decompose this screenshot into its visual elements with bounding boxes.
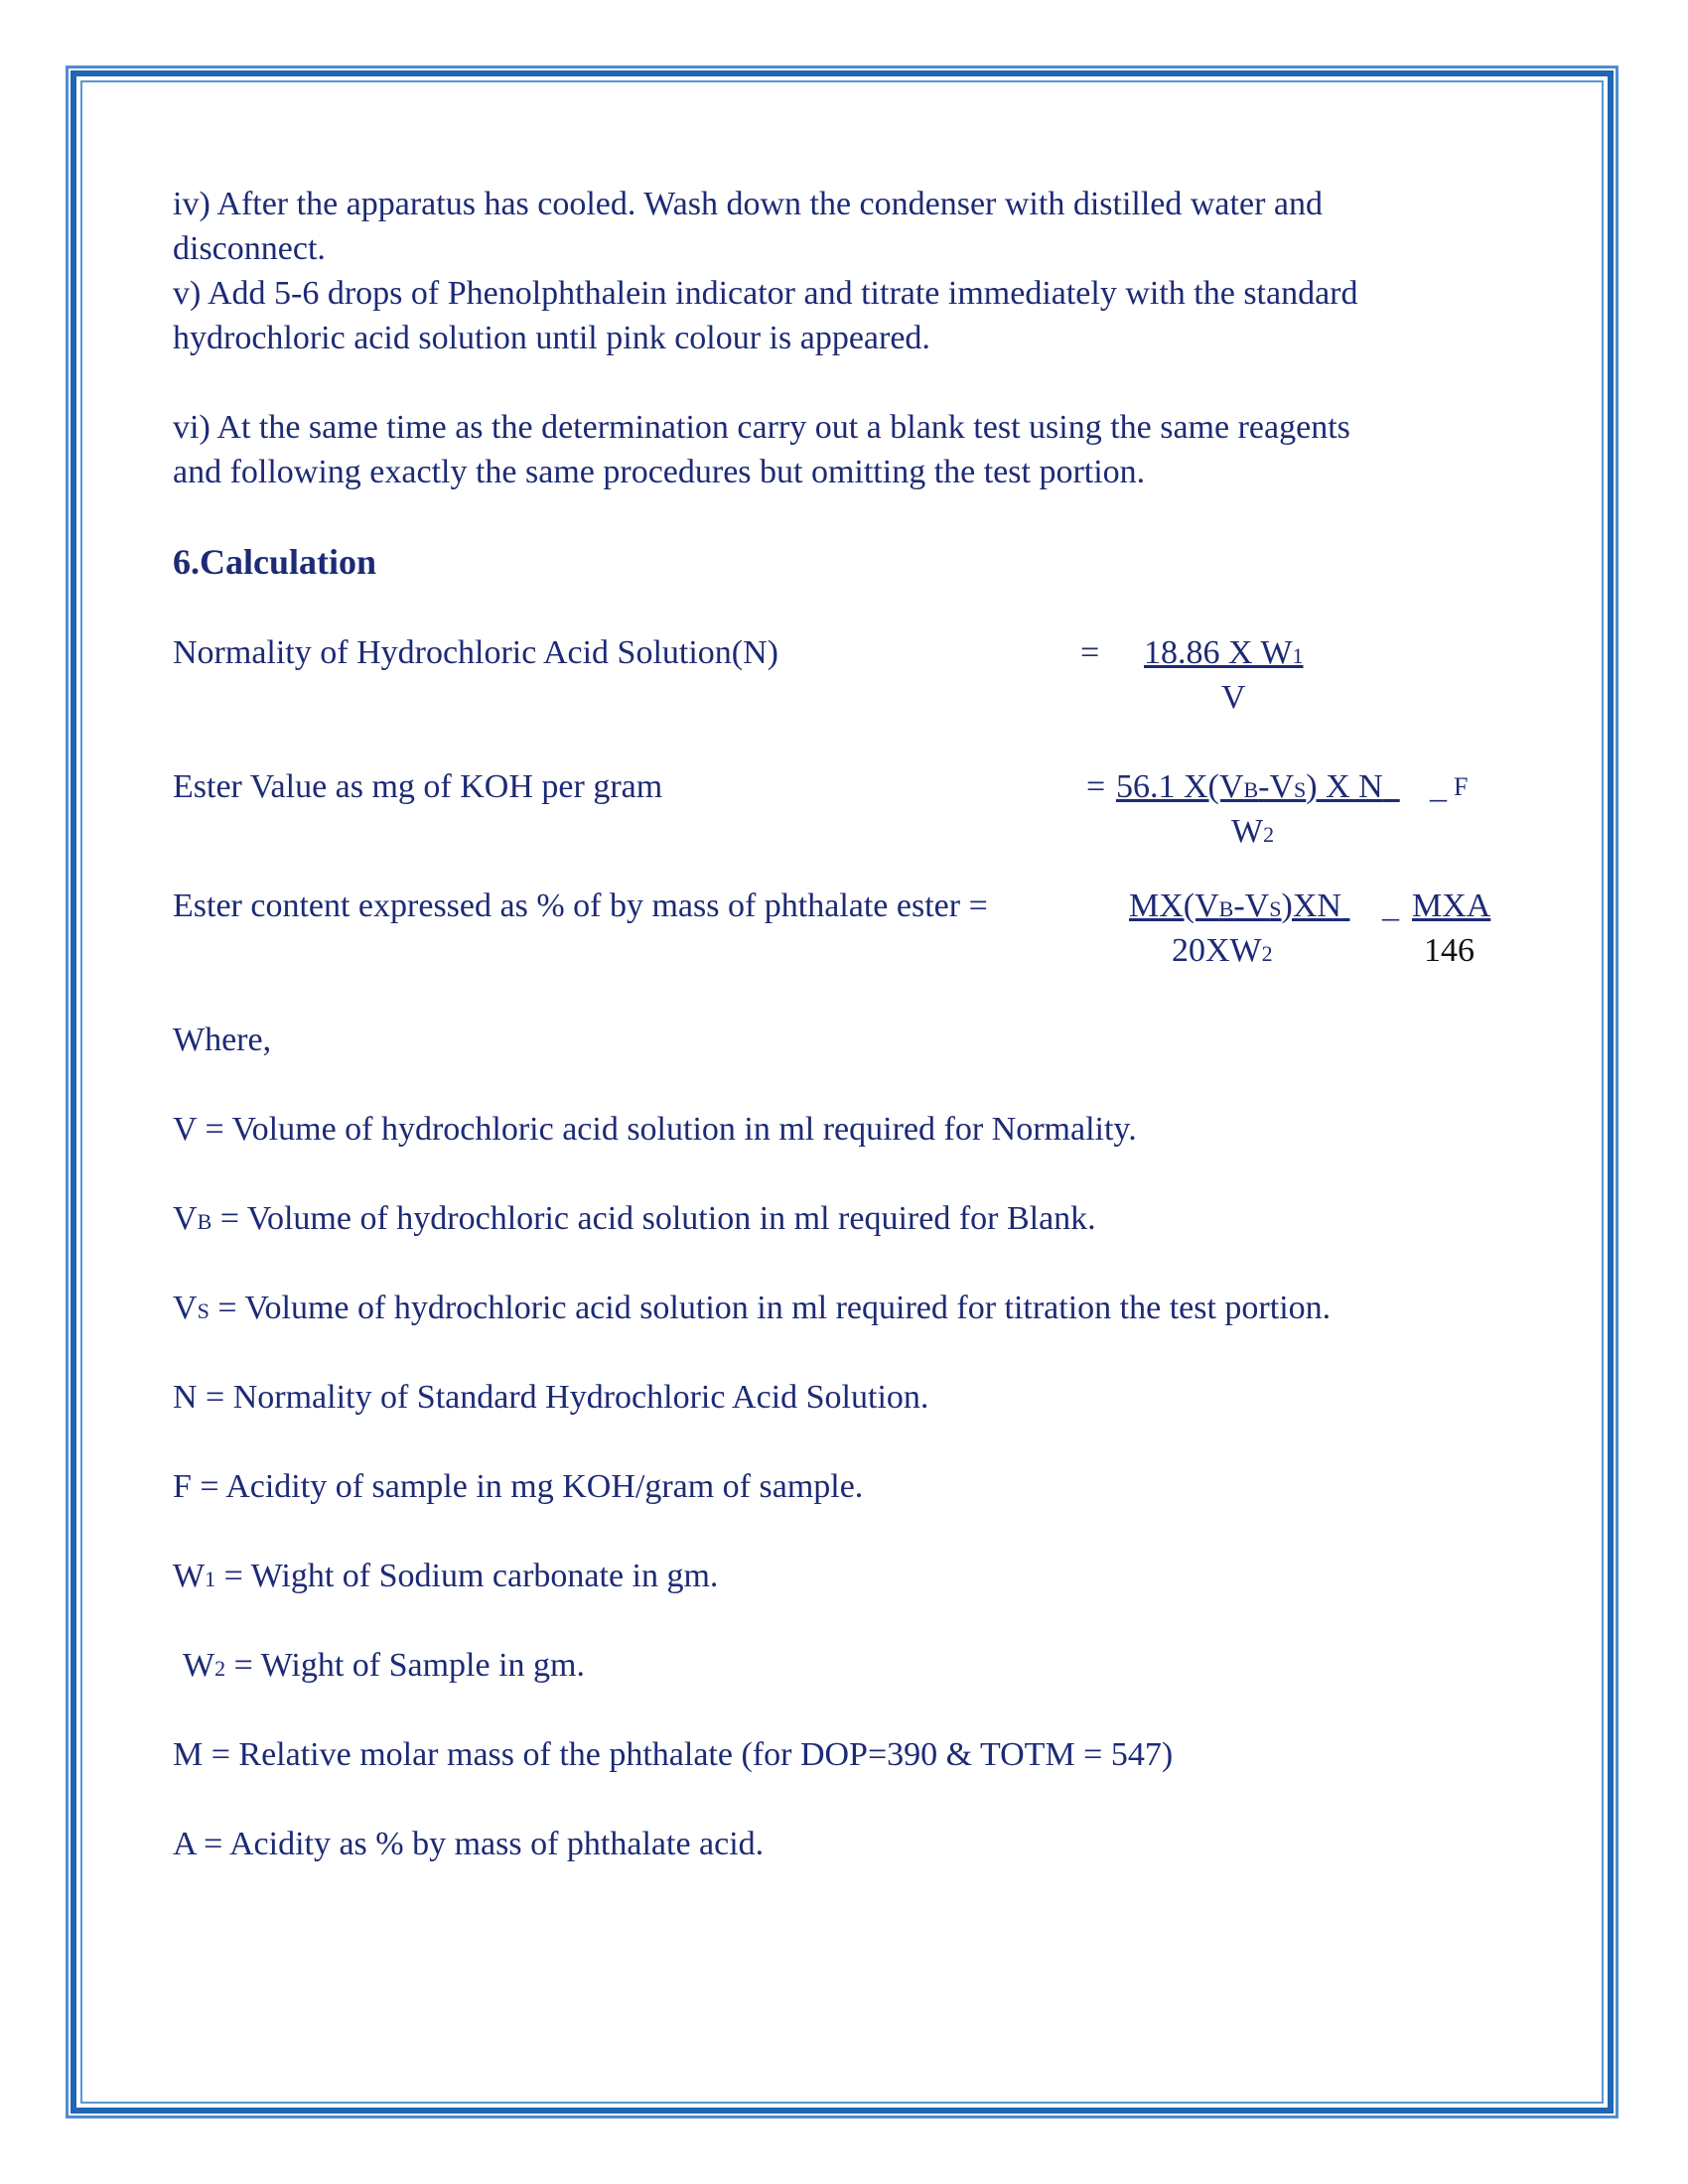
- step-iv-line1: iv) After the apparatus has cooled. Wash down the condenser with distilled water and: [173, 186, 1323, 222]
- step-v-line1: v) Add 5-6 drops of Phenolphthalein indicator and titrate immediately with the standard: [173, 275, 1358, 312]
- step-vi-line1: vi) At the same time as the determination carry out a blank test using the same reagents: [173, 409, 1350, 446]
- definition-a: A = Acidity as % by mass of phthalate acid.: [173, 1826, 765, 1862]
- ester-content-minus: _: [1382, 887, 1399, 924]
- ester-value-minus: _: [1430, 768, 1447, 805]
- definition-v: V = Volume of hydrochloric acid solution in ml required for Normality.: [173, 1111, 1137, 1148]
- definition-w2: W2 = Wight of Sample in gm.: [183, 1647, 585, 1684]
- where-label: Where,: [173, 1022, 272, 1058]
- ester-content-numerator-2: MXA: [1412, 887, 1491, 924]
- definition-f: F = Acidity of sample in mg KOH/gram of sample.: [173, 1468, 864, 1505]
- definition-w1: W1 = Wight of Sodium carbonate in gm.: [173, 1558, 719, 1594]
- ester-value-label: Ester Value as mg of KOH per gram: [173, 768, 663, 805]
- ester-content-label: Ester content expressed as % of by mass of phthalate ester =: [173, 887, 988, 924]
- ester-content-denominator: 20XW2: [1172, 932, 1273, 969]
- ester-value-f: F: [1454, 772, 1469, 801]
- step-v-line2: hydrochloric acid solution until pink colour is appeared.: [173, 320, 930, 356]
- normality-equals: =: [1080, 634, 1100, 671]
- ester-content-denominator-2: 146: [1424, 932, 1475, 969]
- definition-m: M = Relative molar mass of the phthalate (for DOP=390 & TOTM = 547): [173, 1736, 1174, 1773]
- step-vi-line2: and following exactly the same procedures but omitting the test portion.: [173, 454, 1146, 490]
- step-iv-line2: disconnect.: [173, 230, 326, 267]
- ester-value-equals: =: [1086, 768, 1106, 805]
- definition-vb: VB = Volume of hydrochloric acid solution in ml required for Blank.: [173, 1200, 1096, 1237]
- ester-value-numerator: 56.1 X(VB-VS) X N: [1116, 768, 1383, 805]
- normality-numerator: 18.86 X W1: [1144, 634, 1304, 671]
- page-border-inner: [80, 80, 1604, 2104]
- definition-vs: VS = Volume of hydrochloric acid solution in ml required for titration the test portion.: [173, 1290, 1332, 1326]
- section-heading: 6.Calculation: [173, 542, 377, 582]
- normality-denominator: V: [1221, 679, 1246, 716]
- normality-label: Normality of Hydrochloric Acid Solution(N): [173, 634, 779, 671]
- ester-content-numerator: MX(VB-VS)XN: [1129, 887, 1341, 924]
- ester-value-denominator: W2: [1231, 813, 1275, 850]
- definition-n: N = Normality of Standard Hydrochloric Acid Solution.: [173, 1379, 929, 1416]
